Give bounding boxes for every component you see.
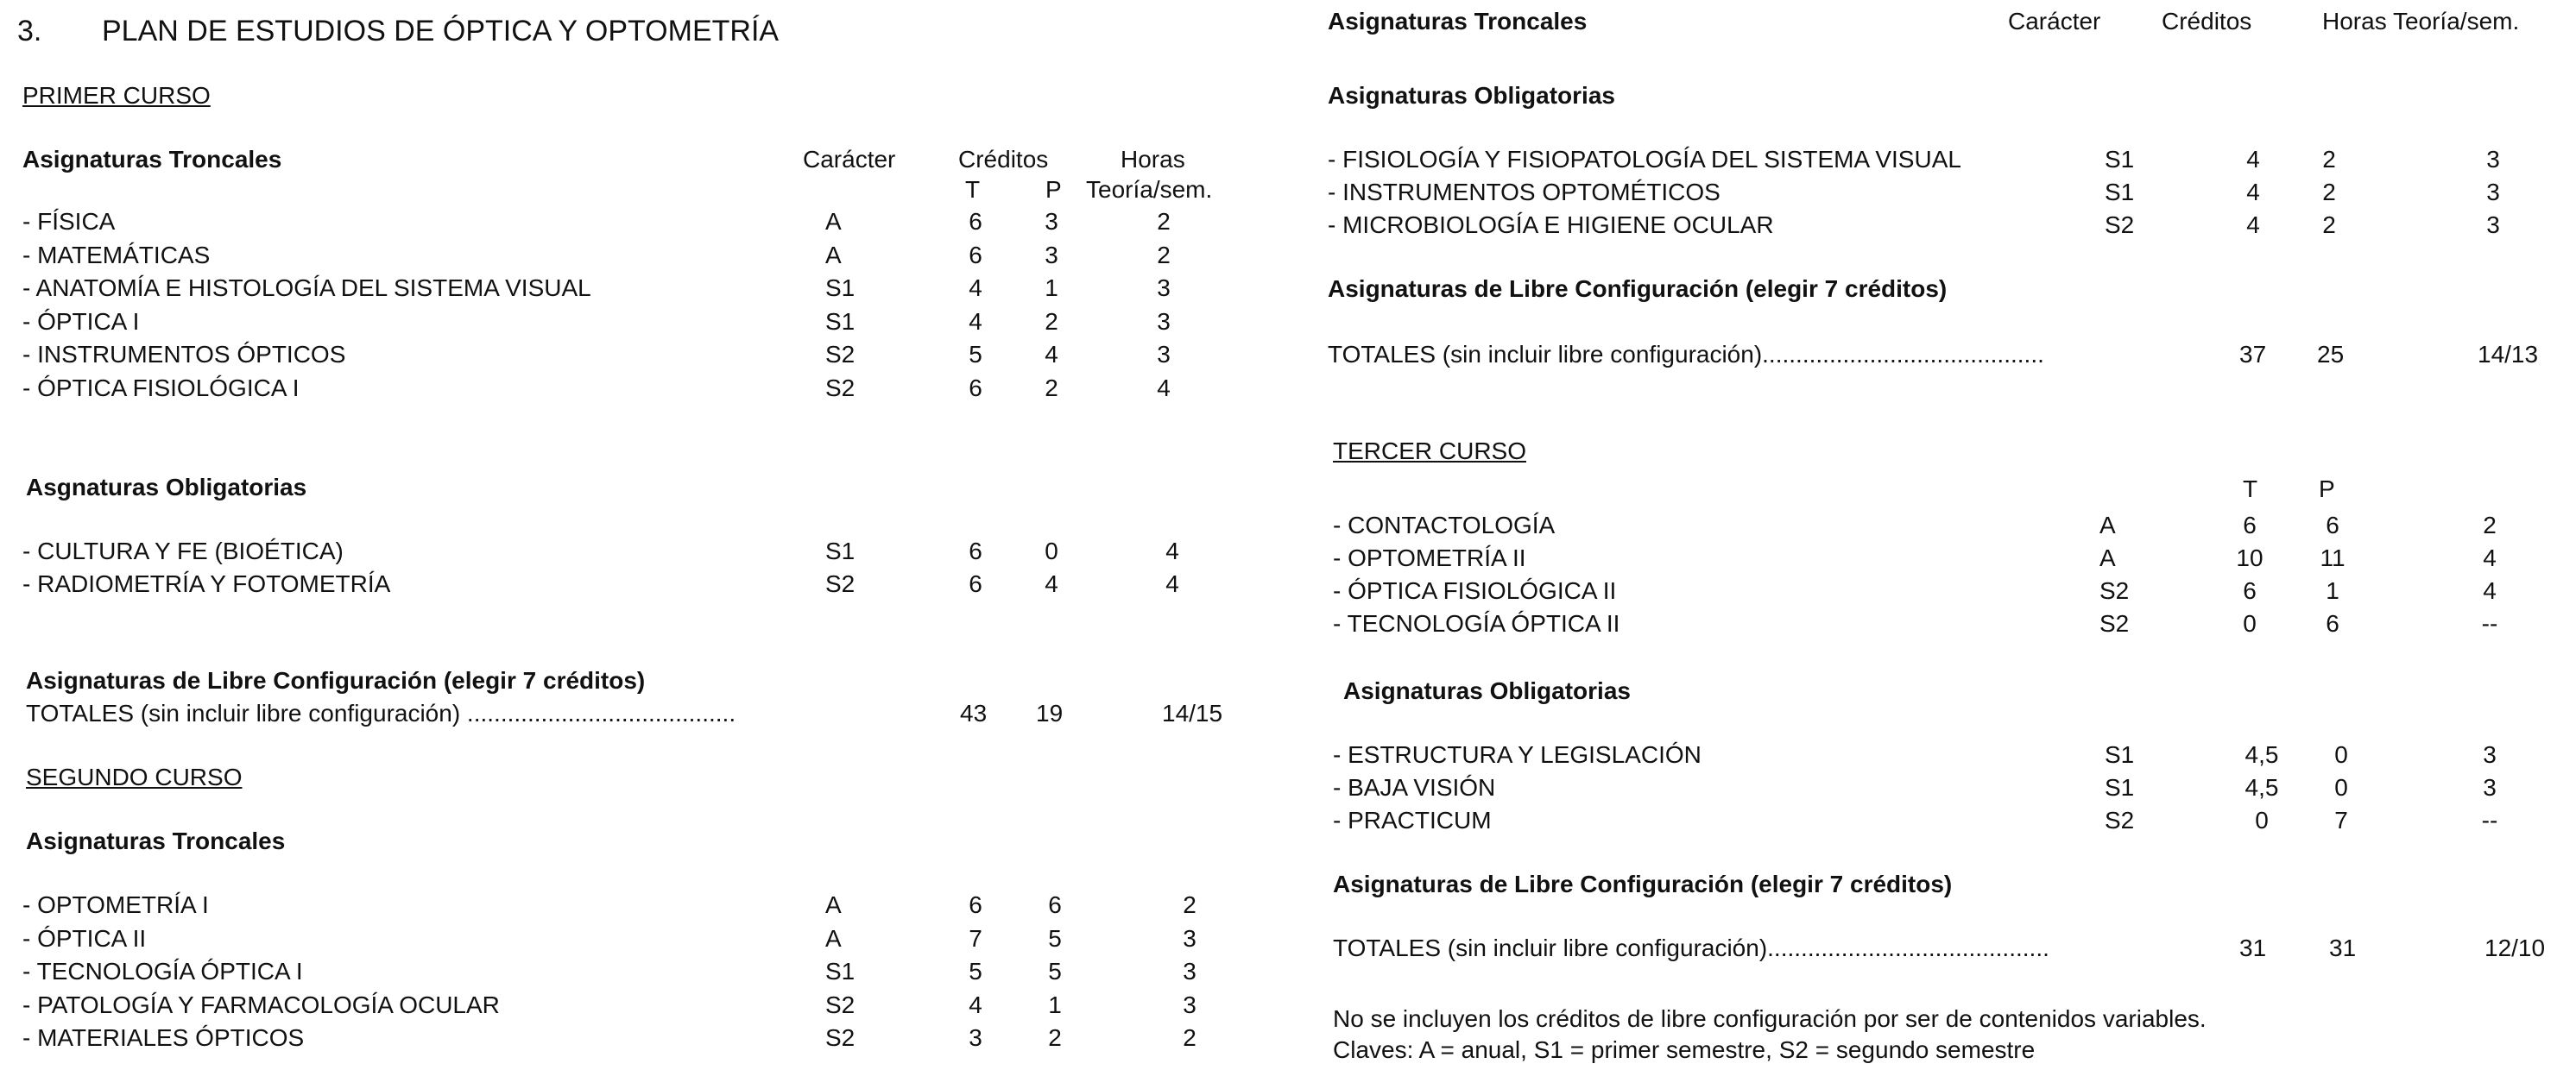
first-year-heading: PRIMER CURSO [22,82,211,109]
section-number: 3. [17,15,42,47]
second-total-h: 14/13 [2478,341,2539,368]
third-header-t: T [2243,475,2258,502]
subject-creditos-t: 6 [969,570,982,597]
second-total-p: 25 [2317,341,2345,368]
subject-horas: 3 [2486,211,2500,238]
subject-name: - OPTOMETRÍA II [1333,544,1526,571]
subject-horas: 2 [1183,1024,1196,1051]
subject-caracter: S1 [2105,774,2135,801]
third-year-heading: TERCER CURSO [1333,437,1527,464]
subject-creditos-p: 0 [2334,774,2348,801]
subject-name: - CONTACTOLOGÍA [1333,512,1556,538]
subject-name: - ANATOMÍA E HISTOLOGÍA DEL SISTEMA VISUAL [22,274,591,301]
subject-horas: 3 [1183,958,1196,985]
subject-horas: 4 [1165,538,1179,564]
subject-caracter: S1 [825,958,856,985]
subject-creditos-p: 6 [2326,610,2339,637]
third-header-p: P [2319,475,2335,502]
subject-caracter: S2 [825,374,856,401]
subject-caracter: S1 [2105,146,2135,173]
subject-name: - BAJA VISIÓN [1333,774,1496,801]
subject-creditos-t: 4 [2246,179,2260,205]
subject-creditos-t: 4 [969,307,982,335]
subject-creditos-p: 0 [1045,538,1058,564]
subject-creditos-p: 2 [2322,179,2336,205]
page-title: PLAN DE ESTUDIOS DE ÓPTICA Y OPTOMETRÍA [102,15,780,47]
subject-horas: 3 [1157,274,1171,301]
right-header-creditos: Créditos [2162,8,2252,35]
subject-name: - PATOLOGÍA Y FARMACOLOGÍA OCULAR [22,991,500,1018]
third-libre-heading: Asignaturas de Libre Configuración (elegir 7 créditos) [1333,871,1953,897]
first-libre-heading: Asignaturas de Libre Configuración (elegir 7 créditos) [26,667,646,694]
subject-creditos-t: 4 [2246,146,2260,173]
subject-caracter: S1 [2105,741,2135,768]
subject-horas: 3 [2483,774,2497,801]
subject-creditos-t: 0 [2255,807,2269,834]
second-libre-heading: Asignaturas de Libre Configuración (elegir 7 créditos) [1328,275,1948,302]
third-total-h: 12/10 [2484,935,2546,961]
subject-creditos-t: 6 [2243,577,2257,604]
subject-caracter: S2 [825,570,856,597]
third-totales-label: TOTALES (sin incluir libre configuración).......................................... [1333,935,2049,961]
right-troncales-heading: Asignaturas Troncales [1328,8,1588,35]
header-t: T [965,176,981,203]
subject-horas: 3 [2483,741,2497,768]
subject-name: - ÓPTICA FISIOLÓGICA II [1333,577,1617,604]
subject-creditos-p: 2 [2322,211,2336,238]
subject-creditos-t: 4,5 [2245,774,2279,801]
subject-caracter: S1 [2105,179,2135,205]
subject-creditos-t: 4,5 [2245,741,2279,768]
subject-creditos-p: 4 [1045,341,1058,368]
subject-caracter: S2 [825,991,856,1018]
subject-creditos-t: 6 [969,208,982,235]
subject-name: - MICROBIOLOGÍA E HIGIENE OCULAR [1328,211,1774,238]
subject-creditos-p: 7 [2334,807,2348,834]
subject-creditos-p: 1 [1045,274,1058,301]
subject-caracter: S2 [825,341,856,368]
subject-creditos-t: 10 [2236,544,2263,571]
header-horas: Horas [1121,146,1185,173]
subject-horas: 3 [1157,341,1171,368]
subject-creditos-t: 6 [969,241,982,268]
subject-caracter: A [2099,544,2116,571]
first-troncales-heading: Asignaturas Troncales [22,146,282,173]
subject-name: - ÓPTICA FISIOLÓGICA I [22,374,300,401]
subject-creditos-p: 4 [1045,570,1058,597]
subject-horas: 2 [1157,241,1171,268]
subject-caracter: A [825,208,842,235]
header-teoria: Teoría/sem. [1086,176,1213,203]
subject-creditos-p: 2 [1045,307,1058,335]
subject-caracter: S1 [825,538,856,564]
subject-name: - ÓPTICA II [22,924,147,952]
subject-creditos-p: 0 [2334,741,2348,768]
subject-creditos-t: 5 [969,341,982,368]
third-total-p: 31 [2329,935,2357,961]
subject-caracter: A [2099,512,2116,538]
subject-caracter: S2 [2105,807,2135,834]
subject-creditos-p: 3 [1045,241,1058,268]
subject-creditos-t: 7 [969,924,982,952]
subject-creditos-t: 4 [969,991,982,1018]
subject-caracter: S1 [825,307,856,335]
subject-caracter: S2 [2099,610,2130,637]
subject-name: - FISIOLOGÍA Y FISIOPATOLOGÍA DEL SISTEMA VISUAL [1328,146,1961,173]
subject-horas: 3 [1183,924,1196,952]
first-obligatorias-heading: Asgnaturas Obligatorias [26,474,307,500]
subject-creditos-p: 1 [1048,991,1062,1018]
note-line-2: Claves: A = anual, S1 = primer semestre, S2 = segundo semestre [1333,1036,2036,1063]
right-header-horas: Horas Teoría/sem. [2322,8,2520,35]
subject-horas: 3 [2486,146,2500,173]
subject-creditos-t: 6 [969,891,982,918]
subject-creditos-t: 0 [2243,610,2257,637]
subject-creditos-p: 6 [2326,512,2339,538]
subject-creditos-t: 6 [2243,512,2257,538]
subject-name: - ÓPTICA I [22,307,140,335]
subject-name: - TECNOLOGÍA ÓPTICA II [1333,610,1620,637]
subject-horas: 2 [1157,208,1171,235]
subject-creditos-t: 3 [969,1024,982,1051]
subject-name: - FÍSICA [22,208,116,235]
subject-creditos-t: 6 [969,538,982,564]
subject-name: - OPTOMETRÍA I [22,891,209,918]
subject-horas: -- [2481,610,2498,637]
subject-name: - CULTURA Y FE (BIOÉTICA) [22,538,344,564]
first-totales-label: TOTALES (sin incluir libre configuración) ........................................ [26,700,736,727]
subject-caracter: A [825,891,842,918]
second-total-t: 37 [2239,341,2267,368]
subject-creditos-p: 5 [1048,958,1062,985]
subject-name: - PRACTICUM [1333,807,1492,834]
subject-creditos-t: 6 [969,374,982,401]
subject-creditos-p: 2 [1045,374,1058,401]
second-totales-label: TOTALES (sin incluir libre configuración).......................................... [1328,341,2044,368]
subject-creditos-p: 11 [2320,544,2346,571]
subject-creditos-t: 4 [2246,211,2260,238]
subject-horas: 2 [1183,891,1196,918]
subject-horas: 4 [2483,544,2497,571]
subject-horas: 4 [1165,570,1179,597]
first-total-t: 43 [960,700,988,727]
header-caracter: Carácter [803,146,896,173]
subject-horas: 2 [2483,512,2497,538]
header-p: P [1045,176,1062,203]
subject-creditos-p: 2 [1048,1024,1062,1051]
subject-caracter: S1 [825,274,856,301]
subject-name: - MATERIALES ÓPTICOS [22,1024,305,1051]
subject-creditos-p: 5 [1048,924,1062,952]
first-total-h: 14/15 [1162,700,1223,727]
second-obligatorias-heading: Asignaturas Obligatorias [1328,82,1615,109]
second-year-heading: SEGUNDO CURSO [26,764,243,790]
subject-caracter: A [825,924,842,952]
subject-horas: 3 [1157,307,1171,335]
subject-creditos-t: 5 [969,958,982,985]
second-troncales-heading: Asignaturas Troncales [26,828,286,854]
subject-horas: -- [2481,807,2498,834]
subject-caracter: S2 [2105,211,2135,238]
subject-horas: 4 [1157,374,1171,401]
subject-horas: 4 [2483,577,2497,604]
header-creditos: Créditos [958,146,1049,173]
third-total-t: 31 [2239,935,2267,961]
subject-creditos-p: 2 [2322,146,2336,173]
subject-name: - INSTRUMENTOS ÓPTICOS [22,341,346,368]
right-header-caracter: Carácter [2008,8,2101,35]
subject-name: - TECNOLOGÍA ÓPTICA I [22,958,303,985]
subject-name: - RADIOMETRÍA Y FOTOMETRÍA [22,570,391,597]
subject-caracter: S2 [825,1024,856,1051]
subject-creditos-p: 1 [2326,577,2339,604]
subject-name: - ESTRUCTURA Y LEGISLACIÓN [1333,741,1702,768]
subject-creditos-p: 3 [1045,208,1058,235]
subject-creditos-p: 6 [1048,891,1062,918]
subject-caracter: A [825,241,842,268]
note-line-1: No se incluyen los créditos de libre configuración por ser de contenidos variables. [1333,1005,2207,1032]
subject-name: - INSTRUMENTOS OPTOMÉTICOS [1328,179,1720,205]
subject-horas: 3 [1183,991,1196,1018]
subject-caracter: S2 [2099,577,2130,604]
first-total-p: 19 [1036,700,1064,727]
subject-creditos-t: 4 [969,274,982,301]
third-obligatorias-heading: Asignaturas Obligatorias [1343,677,1631,704]
subject-name: - MATEMÁTICAS [22,241,211,268]
subject-horas: 3 [2486,179,2500,205]
